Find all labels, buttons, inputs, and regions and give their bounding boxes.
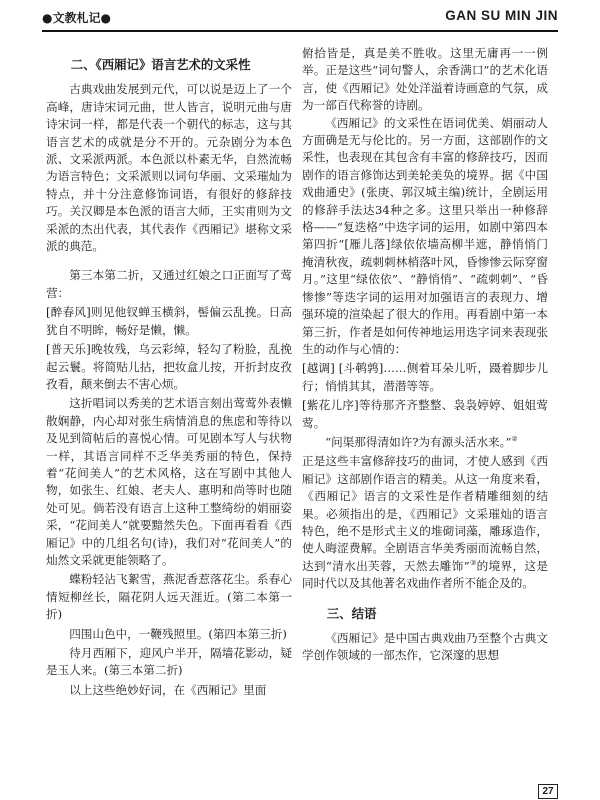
section-heading: 二、《西厢记》语言艺术的文采性 [70,57,251,72]
page-number: 27 [538,784,558,799]
header-rule [42,30,558,32]
verse-quote: [紫花儿序]等待那齐齐整整、袅袅婷婷、姐姐莺莺。 [302,398,548,430]
section-heading: 三、结语 [326,605,377,621]
paragraph: 第三本第二折，又通过红娘之口正面写了莺营： [46,268,292,300]
paragraph: 这折唱词以秀美的艺术语言刻出莺莺外表懒散娴静，内心却对张生病情消息的焦虑和等待以及见到简帖后的喜悦心情。可见剧本写人与状物一样，其语言同样不乏华美秀丽的特色，保持着“花间美人”的艺术风格，这在写剧中其他人物，如张生、红娘、老夫人、惠明和尚等时也随处可见。倘若没有语言上这种工整绮纷的娟丽姿采，“花间美人”就要黯然失色。下面再看看《西厢记》中的几组名句(诗)，我们对“花间美人”的灿然文采就更能领略了。 [46,396,292,567]
footnote-marker: ② [511,435,518,444]
quote-text: “问渠那得清如许?为有源头活水来。” [325,434,512,449]
section-label: ●文教札记● [42,11,111,25]
paragraph-text: 的境界，这是同时代以及其他著名戏曲作者所不能企及的。 [302,558,548,591]
verse-quote: [普天乐]晚妆残，乌云彩绰，轻勾了粉脸，乱挽起云鬟。将简贴儿拈，把妆盒儿按，开折封皮孜孜看，颠来倒去不害心烦。 [46,342,292,391]
verse-quote: [越调] [斗鹌鹑]……侧着耳朵儿听，蹑着脚步儿行；悄悄其其，潜潜等等。 [302,361,548,393]
paragraph [302,115,548,359]
paragraph-text: 种之多。这里只举出一种修辞格——“复迭格”中迭字词的运用，如剧中第四本第四折“[雁儿落]绿依依墙高柳半遮，静悄悄门掩清秋夜，疏刺刺林梢落叶风，昏惨惨云际穿窗月。”这里“绿依依”、“静悄悄”、“疏刺刺”、“昏惨惨”等迭字词的运用对加强语言的表现力、增强环境的渲染起了很大的作用。再看剧中第一本第三折，作者是如何传神地运用迭字词来表现张生的动作与心情的： [302,202,548,356]
journal-title: GAN SU MIN JIN [445,8,558,23]
left-column [46,56,292,699]
paragraph: 《西厢记》是中国古典戏曲乃至整个古典文学创作领域的一部杰作，它深邃的思想 [302,631,548,663]
paragraph: 以上这些绝妙好词，在《西厢记》里面 [69,682,267,697]
quoted-line [302,434,548,451]
page-header [42,6,558,28]
paragraph-text: 《西厢记》的文采性在语词优美、娟丽动人方面确是无与伦比的。另一方面，这部剧作的文采性，也表现在其包含有丰富的修辞技巧，因而剧作的语言修饰达到美轮美奂的境界。据《中国戏曲通史》(张庚、郭汉城主编)统计，全剧运用的修辞手法达 [302,115,548,217]
paragraph-text: 正是这些丰富修辞技巧的曲词，才使人感到《西厢记》这部剧作语言的精美。从这一角度来看，《西厢记》语言的文采性是作者精雕细刻的结果。必须指出的是，《西厢记》文采璀灿的语言特色，绝不是形式主义的堆砌词藻，雕琢造作，使人晦涩费解。全剧语言华美秀丽而流畅自然，达到“清水出芙蓉，天然去雕饰” [302,454,548,573]
right-column [302,45,548,665]
footnote-marker: ③ [469,558,477,567]
poem-line: 四围山色中，一鞭残照里。(第四本第三折) [69,626,287,641]
count-value: 34 [375,202,390,217]
poem-line: 蝶粉轻沾飞絮雪，燕泥香惹落花尘。系春心情短柳丝长，隔花阴人远天涯近。(第二本第一折) [46,572,292,622]
paragraph: 俯拾皆是，真是美不胜收。这里无庸再一一例举。正是这些“词句警人，余香满口”的艺术化语言，使《西厢记》处处洋溢着诗画意的气氛，成为一部百代称誉的诗剧。 [302,46,548,113]
paragraph: 古典戏曲发展到元代，可以说是迈上了一个高峰，唐诗宋词元曲，世人皆言，说明元曲与唐诗宋词一样，都是代表一个朝代的标志，这与其语言艺术的成就是分不开的。元杂剧分为本色派、文采派两派。本色派以朴素无华，自然流畅为语言特色；文采派则以词句华丽、文采璀灿为特点，并十分注意修饰词语，有很好的修辞技巧。关汉卿是本色派的语言大师，王实甫则为文采派的杰出代表，其代表作《西厢记》堪称文采派的典范。 [46,82,292,254]
poem-line: 待月西厢下，迎风户半开，隔墙花影动，疑是玉人来。(第三本第二折) [46,646,292,678]
paragraph [302,453,548,592]
verse-quote: [醉春风]则见他钗蝉玉横斜，髻偏云乱挽。日高犹自不明眸，畅好是懒，懒。 [46,305,292,337]
